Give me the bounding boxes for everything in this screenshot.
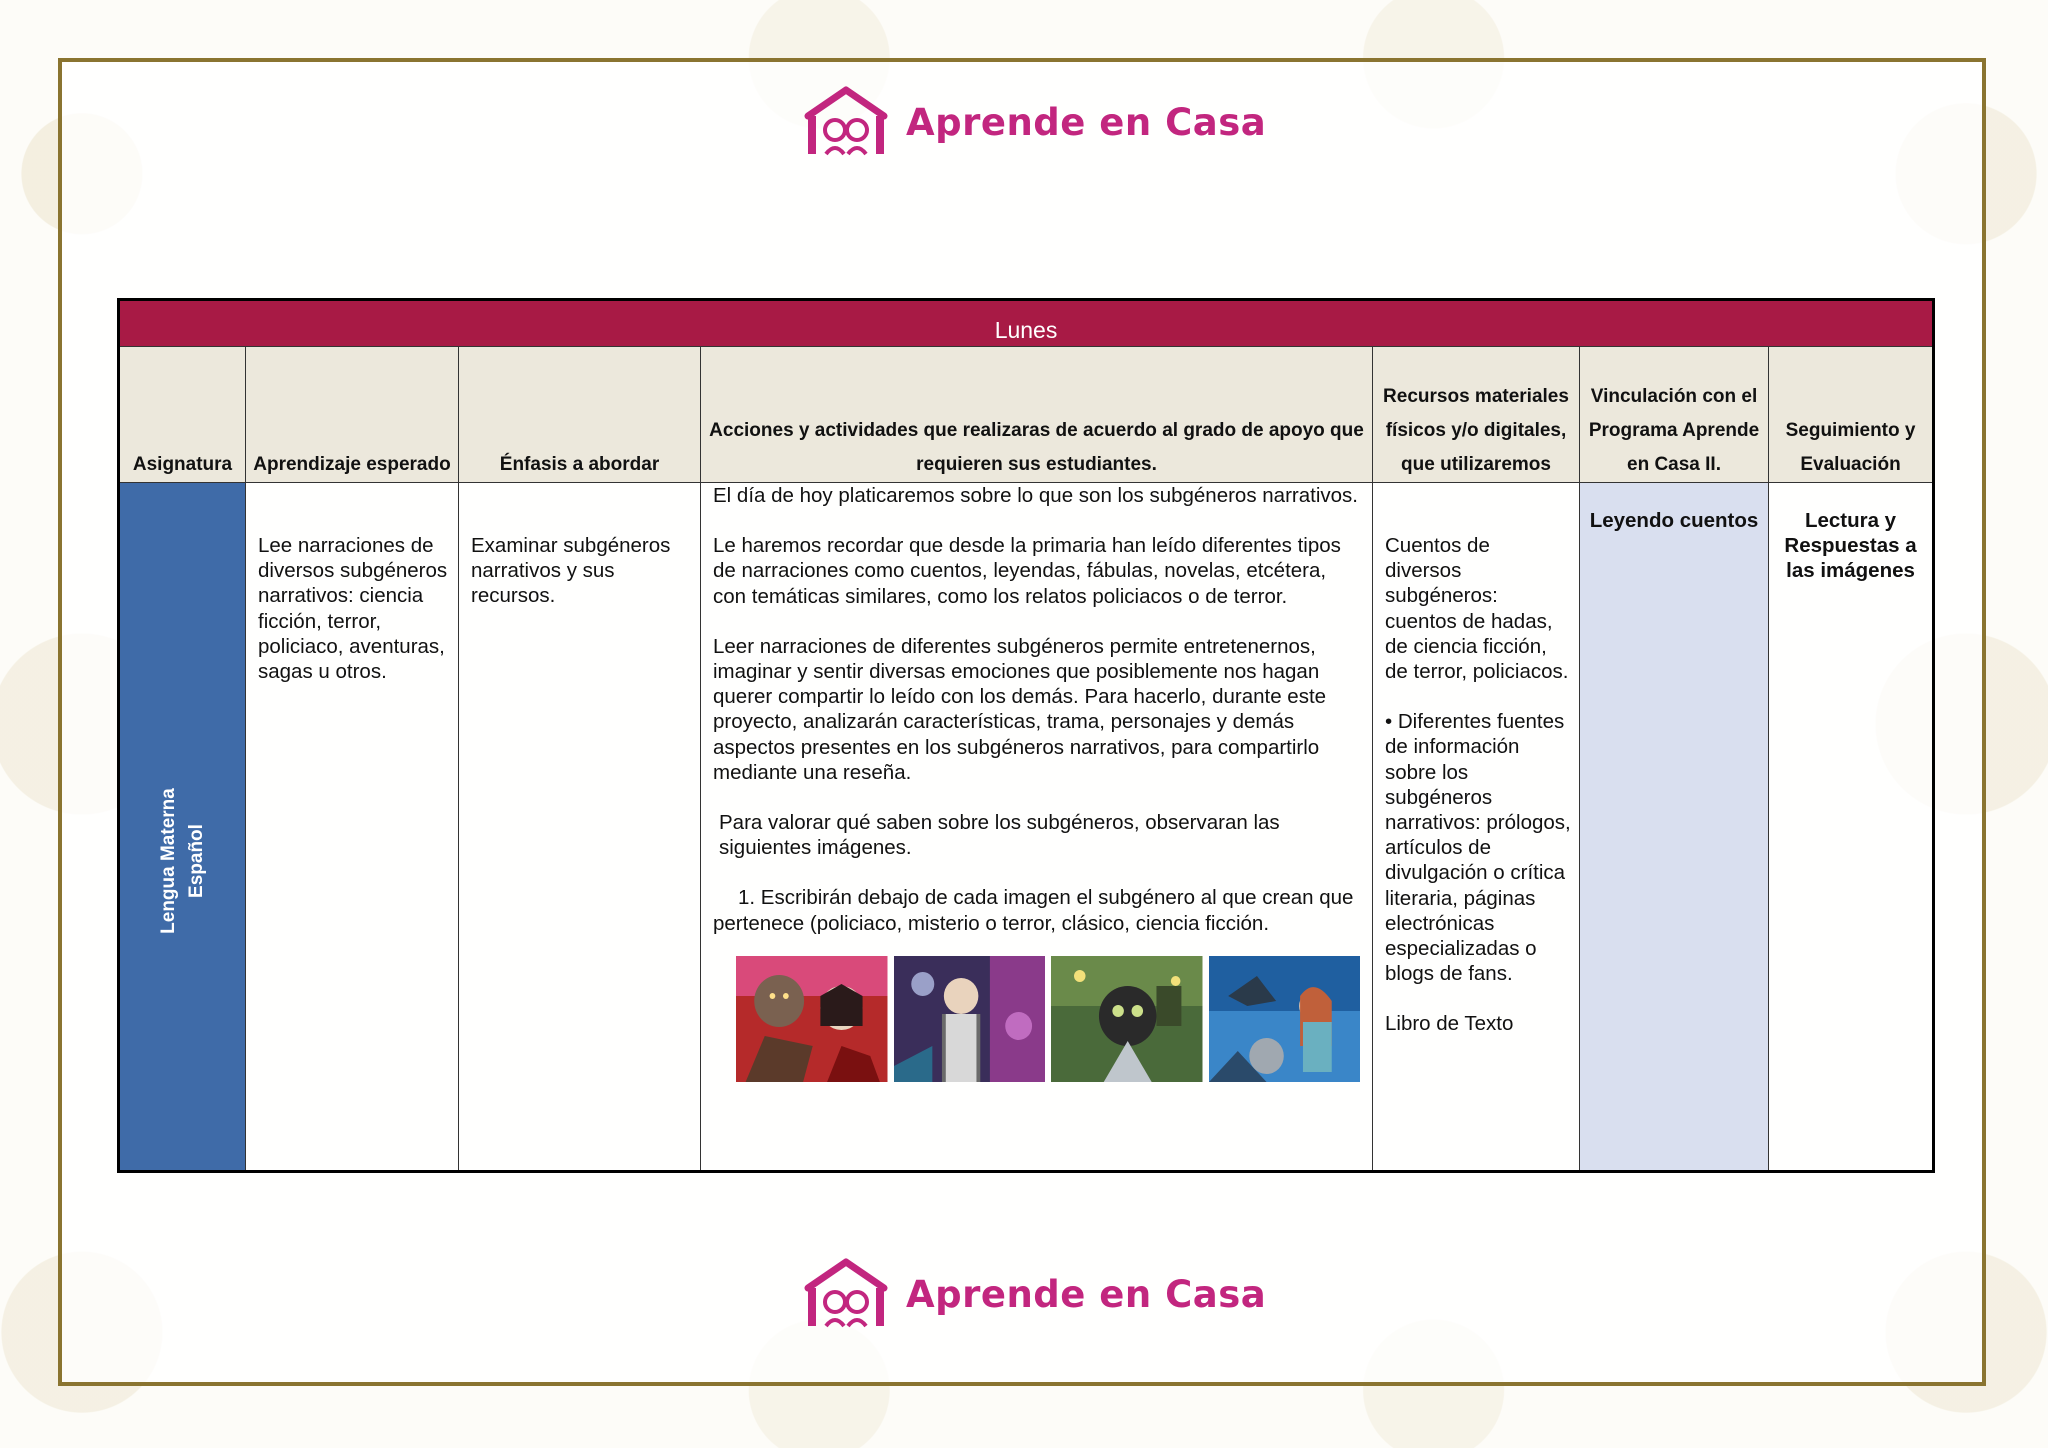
aprendizaje-cell: Lee narraciones de diversos subgéneros narrativos: ciencia ficción, terror, policiaco, aventuras, sagas u otros. (246, 483, 459, 1172)
brand-logo-bottom (802, 1258, 1266, 1330)
seguimiento-cell: Lectura y Respuestas a las imágenes (1769, 483, 1934, 1172)
recursos-paragraph-1: Cuentos de diversos subgéneros: cuentos de hadas, de ciencia ficción, de terror, policiacos. (1385, 534, 1569, 684)
enfasis-cell: Examinar subgéneros narrativos y sus recursos. (459, 483, 701, 1172)
subject-label (155, 788, 211, 934)
subgenre-images (736, 956, 1360, 1088)
detective-illustration-icon (894, 956, 1046, 1082)
header-aprendizaje: Aprendizaje esperado (246, 347, 459, 483)
header-seguimiento: Seguimiento y Evaluación (1769, 347, 1934, 483)
header-recursos: Recursos materiales físicos y/o digitales, que utilizaremos (1373, 347, 1580, 483)
header-vinculacion: Vinculación con el Programa Aprende en Casa II. (1580, 347, 1769, 483)
recursos-paragraph-2: • Diferentes fuentes de información sobre los subgéneros narrativos: prólogos, artículos de divulgación o crítica literaria, páginas electrónicas especializadas o blogs de fans. (1385, 710, 1571, 986)
acciones-paragraph-2: Le haremos recordar que desde la primaria han leído diferentes tipos de narraciones como cuentos, leyendas, fábulas, novelas, etcétera, con temáticas similares, como los relatos policiacos o de terror. (713, 534, 1341, 608)
brand-name: Aprende en Casa (906, 100, 1267, 144)
acciones-paragraph-3: Leer narraciones de diferentes subgéneros permite entretenernos, imaginar y sentir diversas emociones que posiblemente nos hagan querer compartir lo leído con los demás. Para hacerlo, durante este proyecto, analizarán características, trama, personajes y demás aspectos presentes en los subgéneros narrativos, para compartirlo mediante una reseña. (713, 634, 1327, 784)
brand-name-bottom: Aprende en Casa (906, 1272, 1267, 1316)
recursos-cell (1373, 483, 1580, 1172)
subject-line-2: Español (185, 823, 207, 898)
house-kids-icon (802, 1258, 890, 1330)
recursos-paragraph-3: Libro de Texto (1385, 1012, 1514, 1036)
acciones-paragraph-1: El día de hoy platicaremos sobre lo que son los subgéneros narrativos. (713, 484, 1358, 507)
science-fiction-illustration-icon (1051, 956, 1203, 1082)
header-enfasis: Énfasis a abordar (459, 347, 701, 483)
fairy-tale-illustration-icon (1209, 956, 1361, 1082)
day-header: Lunes (119, 300, 1934, 347)
header-acciones: Acciones y actividades que realizaras de acuerdo al grado de apoyo que requieren sus estudiantes. (701, 347, 1373, 483)
lesson-plan-table (117, 298, 1935, 1173)
vinculacion-cell: Leyendo cuentos (1580, 483, 1769, 1172)
brand-logo-top (802, 86, 1266, 158)
header-asignatura: Asignatura (119, 347, 246, 483)
acciones-paragraph-4: Para valorar qué saben sobre los subgéneros, observaran las siguientes imágenes. (719, 811, 1280, 860)
acciones-list-item-1: 1. Escribirán debajo de cada imagen el subgénero al que crean que pertenece (policiaco, misterio o terror, clásico, ciencia ficción. (713, 886, 1354, 935)
house-kids-icon (802, 86, 890, 158)
subject-cell (119, 483, 246, 1172)
subject-line-1: Lengua Materna (157, 787, 179, 934)
horror-illustration-icon (736, 956, 888, 1082)
acciones-cell (701, 483, 1373, 1172)
